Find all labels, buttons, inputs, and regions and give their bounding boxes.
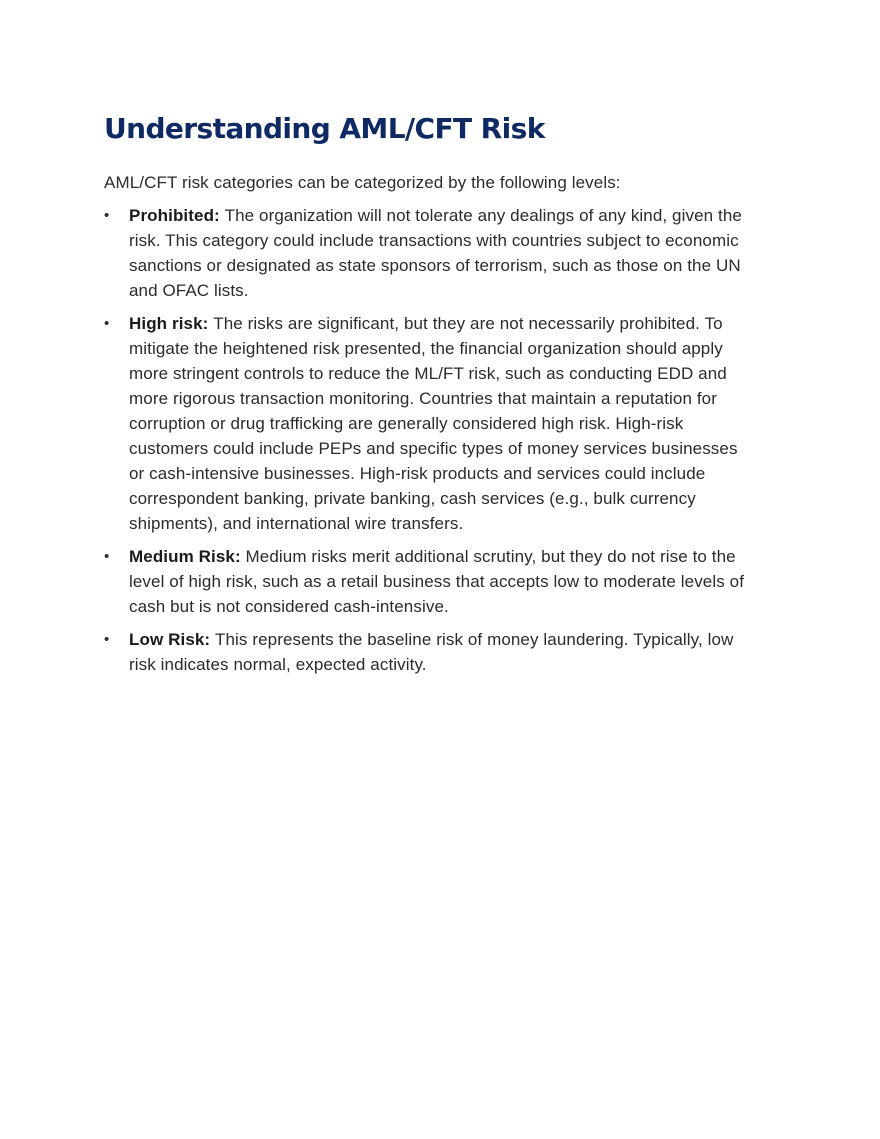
bullet-icon: • bbox=[104, 548, 110, 565]
list-item-medium-risk bbox=[104, 544, 752, 619]
risk-description: The risks are significant, but they are not necessarily prohibited. To mitigate the heightened risk presented, the financial organization should apply more stringent controls to reduce the ML/FT risk, such as conducting EDD and more rigorous transaction monitoring. Countries that maintain a reputation for corruption or drug trafficking are generally considered high risk. High-risk customers could include PEPs and specific types of money services businesses or cash-intensive businesses. High-risk products and services could include correspondent banking, private banking, cash services (e.g., bulk currency shipments), and international wire transfers. bbox=[129, 314, 738, 533]
risk-term: Low Risk: bbox=[129, 630, 216, 649]
risk-description: The organization will not tolerate any dealings of any kind, given the risk. This category could include transactions with countries subject to economic sanctions or designated as state sponsors of terrorism, such as those on the UN and OFAC lists. bbox=[129, 206, 742, 300]
list-item-high-risk bbox=[104, 311, 752, 536]
risk-description: Medium risks merit additional scrutiny, but they do not rise to the level of high risk, such as a retail business that accepts low to moderate levels of cash but is not considered cash-intensive. bbox=[129, 547, 745, 616]
list-item-low-risk bbox=[104, 627, 752, 677]
risk-term: Medium Risk: bbox=[129, 547, 246, 566]
risk-description: This represents the baseline risk of money laundering. Typically, low risk indicates normal, expected activity. bbox=[129, 630, 734, 674]
risk-term: High risk: bbox=[129, 314, 214, 333]
bullet-icon: • bbox=[104, 315, 110, 332]
bullet-icon: • bbox=[104, 207, 110, 224]
bullet-icon: • bbox=[104, 631, 110, 648]
page-title: Understanding AML/CFT Risk bbox=[104, 112, 545, 145]
risk-term: Prohibited: bbox=[129, 206, 225, 225]
document-body bbox=[104, 108, 752, 685]
list-item-prohibited bbox=[104, 203, 752, 303]
intro-paragraph: AML/CFT risk categories can be categorized by the following levels: bbox=[104, 173, 621, 192]
risk-level-list bbox=[104, 203, 752, 677]
